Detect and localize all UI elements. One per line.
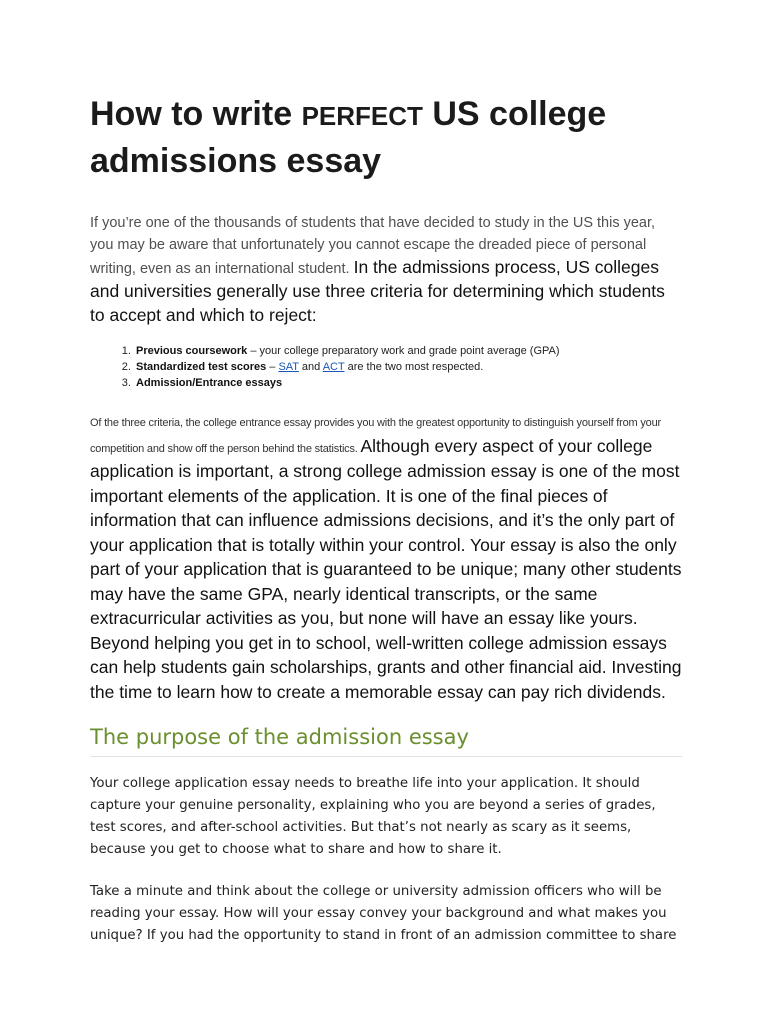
list-item bbox=[134, 375, 682, 391]
intro-large-text: In the admissions process, US colleges and universities generally use three criteria for determining which students to accept and which to reject: bbox=[90, 257, 665, 325]
title-part-2: PERFECT bbox=[301, 101, 423, 131]
criteria-2-text-a: – bbox=[266, 361, 279, 373]
criteria-3-label: Admission/Entrance essays bbox=[136, 377, 283, 389]
para2-large-text: Although every aspect of your college application is important, a strong college admission essay is one of the most important elements of the application. It is one of the final pieces of information that can influence admissions decisions, and it’s the only part of your application that is totally within your control. Your essay is also the only part of your application that is guaranteed to be unique; many other students may have the same GPA, nearly identical transcripts, or the same extracurricular activities as you, but none will have an essay like yours. Beyond helping you get in to school, well-written college admission essays can help students gain scholarships, grants and other financial aid. Investing the time to learn how to create a memorable essay can pay rich dividends. bbox=[90, 435, 682, 702]
list-item bbox=[134, 343, 682, 359]
criteria-list bbox=[90, 343, 682, 391]
criteria-2-text-b: and bbox=[298, 361, 323, 373]
criteria-paragraph bbox=[90, 411, 682, 705]
section-heading: The purpose of the admission essay bbox=[90, 723, 682, 757]
page-title bbox=[90, 92, 682, 184]
act-link[interactable]: ACT bbox=[322, 361, 345, 373]
criteria-1-text: – your college preparatory work and grade point average (GPA) bbox=[247, 345, 560, 357]
criteria-2-label: Standardized test scores bbox=[136, 361, 267, 373]
list-item bbox=[134, 359, 682, 375]
title-part-3: US college admissions essay bbox=[90, 95, 607, 180]
criteria-2-text-c: are the two most respected. bbox=[344, 361, 484, 373]
document-content bbox=[90, 92, 682, 947]
sat-link[interactable]: SAT bbox=[278, 361, 299, 373]
criteria-1-label: Previous coursework bbox=[136, 345, 248, 357]
section-paragraph-1: Your college application essay needs to breathe life into your application. It should capture your genuine personality, explaining who you are beyond a series of grades, test scores, and after-school activities. But that’s not nearly as scary as it seems, because you get to choose what to share and how to share it. bbox=[90, 776, 656, 857]
intro-paragraph bbox=[90, 212, 682, 328]
title-part-1: How to write bbox=[90, 95, 302, 133]
section-paragraph-2: Take a minute and think about the college or university admission officers who will be reading your essay. How will your essay convey your background and what makes you unique? If you had the opportunity to stand in front of an admission committee to share bbox=[90, 884, 677, 943]
para2-small-text: Of the three criteria, the college entrance essay provides you with the greatest opportunity to distinguish yourself from your competition and show off the person behind the statistics. bbox=[90, 417, 661, 455]
intro-small-text: If you’re one of the thousands of students that have decided to study in the US this year, you may be aware that unfortunately you cannot escape the dreaded piece of personal writing, even as an international student. bbox=[90, 215, 656, 277]
